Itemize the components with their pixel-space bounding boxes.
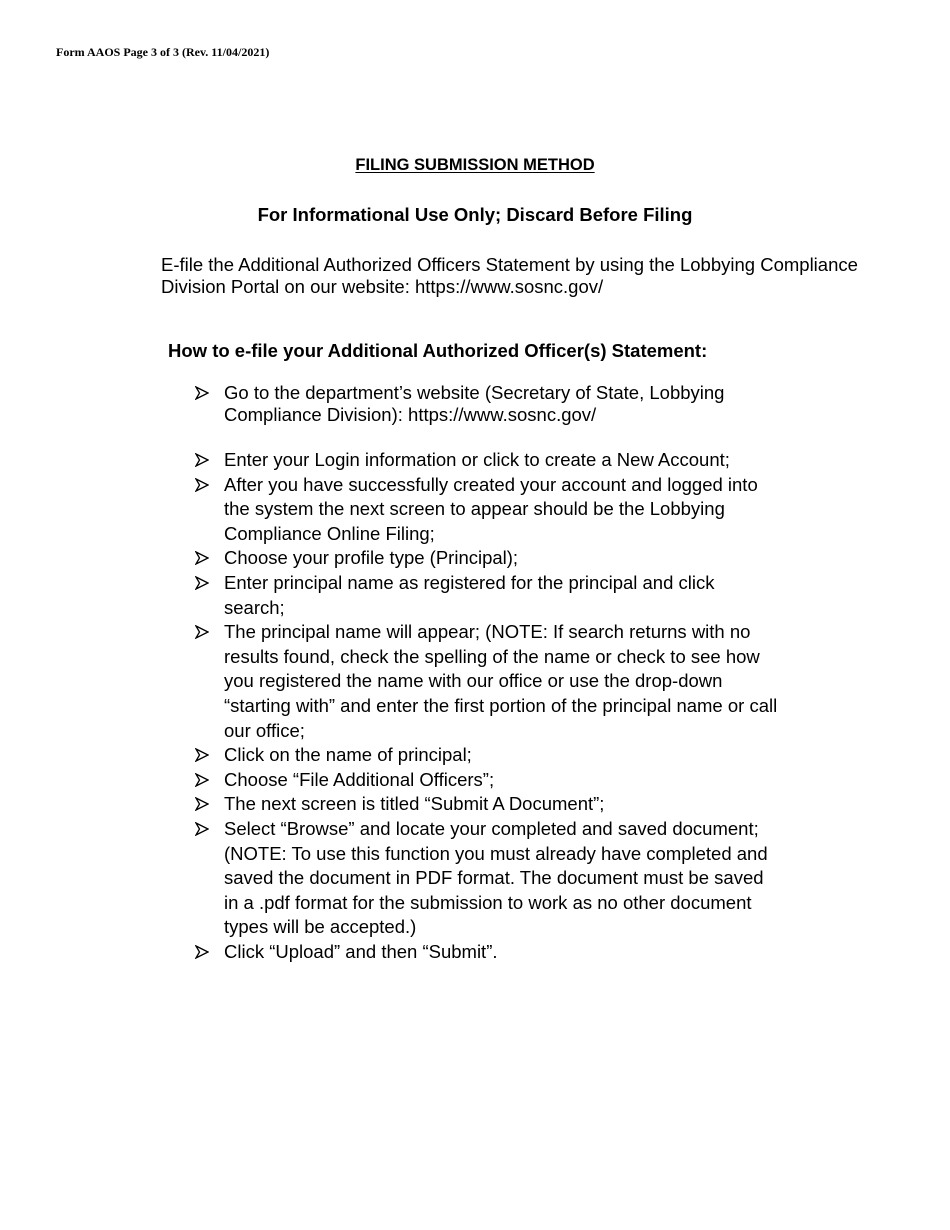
intro-paragraph <box>161 254 881 298</box>
page-title: FILING SUBMISSION METHOD <box>355 156 595 174</box>
arrowhead-bullet-icon <box>195 945 209 959</box>
step-text-line: Click on the name of principal; <box>224 744 472 766</box>
step-text-line: Choose “File Additional Officers”; <box>224 768 495 790</box>
step-text-line: saved the document in PDF format. The document must be saved <box>224 867 764 889</box>
instruction-step <box>195 768 815 793</box>
step-text-line: (NOTE: To use this function you must already have completed and <box>224 842 768 864</box>
step-text-line: After you have successfully created your account and logged into <box>224 473 758 495</box>
page-subtitle: For Informational Use Only; Discard Before Filing <box>257 204 693 225</box>
step-text-line: Go to the department’s website (Secretary of State, Lobbying <box>224 382 725 403</box>
instruction-step <box>195 817 815 940</box>
intro-line: Division Portal on our website: https://www.sosnc.gov/ <box>161 276 604 297</box>
step-text-line: our office; <box>224 719 305 741</box>
instruction-step <box>195 382 815 426</box>
step-text-line: The next screen is titled “Submit A Document”; <box>224 793 605 815</box>
instruction-steps-list <box>195 382 815 964</box>
form-identifier: Form AAOS Page 3 of 3 (Rev. 11/04/2021) <box>56 45 270 59</box>
arrowhead-bullet-icon <box>195 748 209 762</box>
intro-line: E-file the Additional Authorized Officers Statement by using the Lobbying Compliance <box>161 254 858 275</box>
arrowhead-bullet-icon <box>195 551 209 565</box>
step-text-line: results found, check the spelling of the name or check to see how <box>224 645 760 667</box>
instruction-step <box>195 743 815 768</box>
arrowhead-bullet-icon <box>195 797 209 811</box>
step-text-line: types will be accepted.) <box>224 916 417 938</box>
step-text-line: in a .pdf format for the submission to work as no other document <box>224 891 752 913</box>
arrowhead-bullet-icon <box>195 453 209 467</box>
instruction-step <box>195 940 815 965</box>
step-text-line: Compliance Online Filing; <box>224 522 435 544</box>
arrowhead-bullet-icon <box>195 576 209 590</box>
instruction-step <box>195 571 815 620</box>
instruction-step <box>195 620 815 743</box>
step-text-line: Choose your profile type (Principal); <box>224 547 519 569</box>
arrowhead-bullet-icon <box>195 625 209 639</box>
arrowhead-bullet-icon <box>195 478 209 492</box>
step-text-line: the system the next screen to appear should be the Lobbying <box>224 498 725 520</box>
arrowhead-bullet-icon <box>195 386 209 400</box>
step-text-line: you registered the name with our office or use the drop-down <box>224 670 723 692</box>
section-heading: How to e-file your Additional Authorized Officer(s) Statement: <box>168 340 708 361</box>
step-text-line: “starting with” and enter the first portion of the principal name or call <box>224 694 778 716</box>
step-text-line: Enter principal name as registered for the principal and click <box>224 571 715 593</box>
instruction-step <box>195 792 815 817</box>
step-text-line: Click “Upload” and then “Submit”. <box>224 940 498 962</box>
step-text-line: Select “Browse” and locate your completed and saved document; <box>224 817 759 839</box>
step-text-line: search; <box>224 596 285 618</box>
arrowhead-bullet-icon <box>195 822 209 836</box>
step-text-line: Compliance Division): https://www.sosnc.gov/ <box>224 404 597 425</box>
step-text-line: Enter your Login information or click to create a New Account; <box>224 449 730 470</box>
instruction-step <box>195 546 815 571</box>
instruction-step <box>195 473 815 547</box>
step-text-line: The principal name will appear; (NOTE: If search returns with no <box>224 621 751 643</box>
instruction-step <box>195 448 815 473</box>
arrowhead-bullet-icon <box>195 773 209 787</box>
